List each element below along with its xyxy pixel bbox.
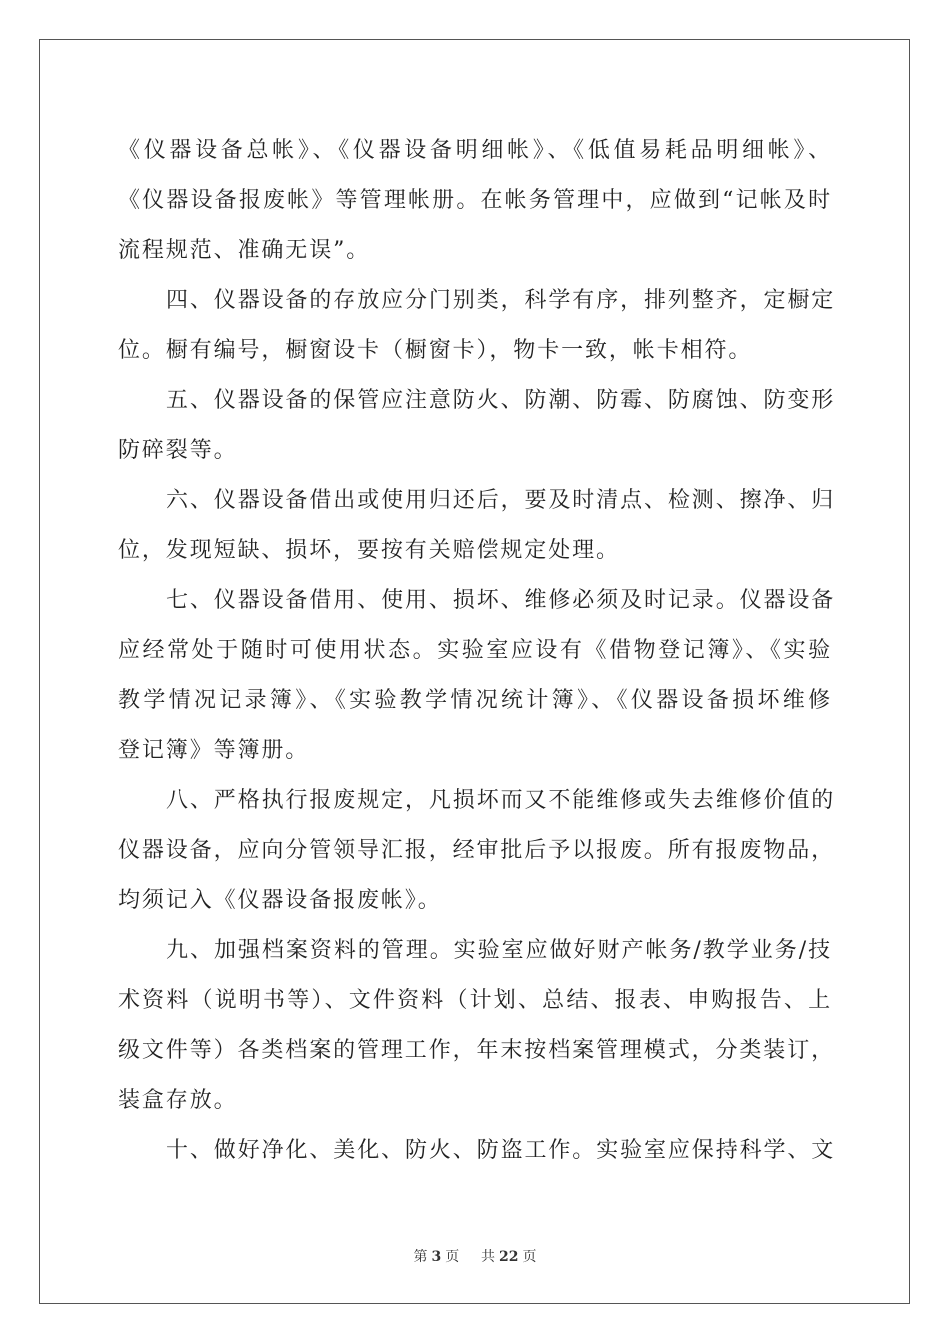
paragraph-10-line: 十、做好净化、美化、防火、防盗工作。实验室应保持科学、文 <box>166 1138 836 1163</box>
text-line: 仪器设备，应向分管领导汇报，经审批后予以报废。所有报废物品， <box>118 838 836 863</box>
footer-page-suffix: 页 <box>445 1249 460 1265</box>
text-line: 应经常处于随时可使用状态。实验室应设有《借物登记簿》、《实验 <box>118 638 832 663</box>
paragraph-6-line: 六、仪器设备借出或使用归还后，要及时清点、检测、擦净、归 <box>166 488 836 513</box>
text-line: 均须记入《仪器设备报废帐》。 <box>118 888 442 913</box>
total-pages-number: 22 <box>499 1249 519 1265</box>
text-line: 登记簿》等簿册。 <box>118 738 310 763</box>
text-line: 术资料（说明书等）、文件资料（计划、总结、报表、申购报告、上 <box>118 988 832 1013</box>
text-line: 教学情况记录簿》、《实验教学情况统计簿》、《仪器设备损坏维修 <box>118 688 832 713</box>
text-line: 流程规范、准确无误”。 <box>118 238 371 263</box>
paragraph-5-line: 五、仪器设备的保管应注意防火、防潮、防霉、防腐蚀、防变形 <box>166 388 836 413</box>
text-line: 《仪器设备报废帐》等管理帐册。在帐务管理中，应做到“记帐及时 <box>118 188 832 213</box>
text-line: 装盒存放。 <box>118 1088 238 1113</box>
text-line: 防碎裂等。 <box>118 438 238 463</box>
current-page-number: 3 <box>431 1249 442 1265</box>
text-line: 位，发现短缺、损坏，要按有关赔偿规定处理。 <box>118 538 620 563</box>
text-line: 位。橱有编号，橱窗设卡（橱窗卡），物卡一致，帐卡相符。 <box>118 338 753 363</box>
paragraph-4-line: 四、仪器设备的存放应分门别类，科学有序，排列整齐，定橱定 <box>166 288 836 313</box>
page-footer <box>0 1246 950 1266</box>
text-line: 《仪器设备总帐》、《仪器设备明细帐》、《低值易耗品明细帐》、 <box>118 138 832 163</box>
paragraph-8-line: 八、严格执行报废规定，凡损坏而又不能维修或失去维修价值的 <box>166 788 836 813</box>
footer-total-suffix: 页 <box>522 1249 537 1265</box>
paragraph-7-line: 七、仪器设备借用、使用、损坏、维修必须及时记录。仪器设备 <box>166 588 836 613</box>
footer-prefix: 第 <box>413 1249 428 1265</box>
document-body <box>118 126 836 1176</box>
footer-total-prefix: 共 <box>481 1249 496 1265</box>
paragraph-9-line: 九、加强档案资料的管理。实验室应做好财产帐务/教学业务/技 <box>166 938 832 963</box>
text-line: 级文件等）各类档案的管理工作，年末按档案管理模式，分类装订， <box>118 1038 836 1063</box>
